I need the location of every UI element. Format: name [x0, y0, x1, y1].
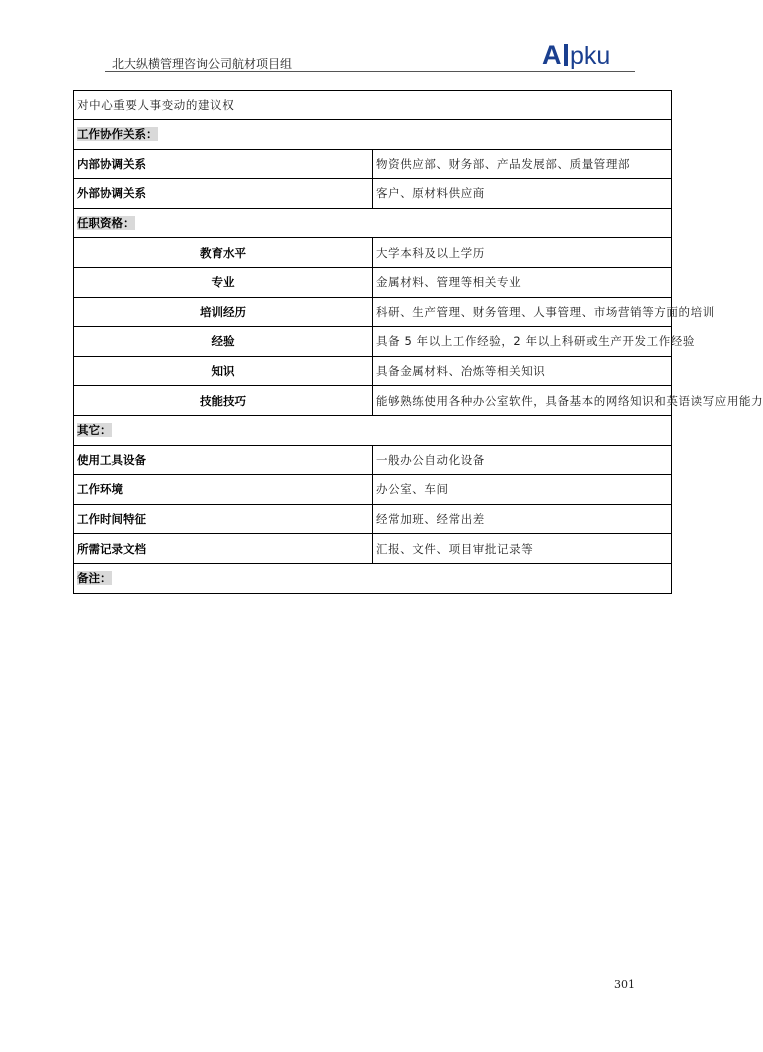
row-value: 客户、原材料供应商: [373, 179, 672, 209]
row-label: 所需记录文档: [74, 534, 373, 564]
row-label: 培训经历: [74, 297, 373, 327]
header-divider: [105, 71, 635, 72]
section-heading-text: 任职资格：: [77, 216, 135, 231]
page-number: 301: [614, 978, 635, 991]
table-row: [74, 445, 672, 475]
alpku-logo-graphic: [542, 40, 634, 70]
table-row: [74, 267, 672, 297]
section-heading: [74, 415, 672, 445]
section-heading-text: 工作协作关系：: [77, 127, 158, 142]
row-label: 工作环境: [74, 475, 373, 505]
row-label: 知识: [74, 356, 373, 386]
row-label: 工作时间特征: [74, 504, 373, 534]
section-heading: [74, 120, 672, 150]
svg-text:A: A: [542, 40, 561, 70]
job-description-table: [73, 90, 763, 594]
row-label: 外部协调关系: [74, 179, 373, 209]
table-row: [74, 534, 672, 564]
table-body: [74, 91, 763, 594]
section-heading-text: 备注：: [77, 571, 112, 586]
table-row: [74, 327, 672, 357]
row-value: 经常加班、经常出差: [373, 504, 672, 534]
row-value: 汇报、文件、项目审批记录等: [373, 534, 672, 564]
section-heading-text: 其它：: [77, 423, 112, 438]
table-row: [74, 238, 672, 268]
row-value: 金属材料、管理等相关专业: [373, 267, 672, 297]
row-value: 科研、生产管理、财务管理、人事管理、市场营销等方面的培训: [373, 297, 672, 327]
full-width-text: 对中心重要人事变动的建议权: [74, 91, 672, 120]
row-value: 办公室、车间: [373, 475, 672, 505]
row-value: 具备金属材料、冶炼等相关知识: [373, 356, 672, 386]
table-row: [74, 208, 672, 238]
row-label: 经验: [74, 327, 373, 357]
row-value: 能够熟练使用各种办公室软件，具备基本的网络知识和英语读写应用能力: [373, 386, 672, 416]
row-label: 使用工具设备: [74, 445, 373, 475]
table-row: [74, 179, 672, 209]
row-value: 具备 5 年以上工作经验，2 年以上科研或生产开发工作经验: [373, 327, 672, 357]
table-row: [74, 91, 672, 120]
alpku-logo: [542, 40, 634, 70]
table-row: [74, 297, 672, 327]
table-row: [74, 356, 672, 386]
header-org-text: 北大纵横管理咨询公司航材项目组: [112, 57, 293, 71]
table-row: [74, 504, 672, 534]
svg-text:pku: pku: [570, 42, 611, 70]
row-label: 技能技巧: [74, 386, 373, 416]
row-label: 专业: [74, 267, 373, 297]
table-row: [74, 563, 672, 593]
table-row: [74, 475, 672, 505]
table-row: [74, 120, 672, 150]
row-label: 教育水平: [74, 238, 373, 268]
table-row: [74, 386, 672, 416]
row-label: 内部协调关系: [74, 149, 373, 179]
table-row: [74, 149, 672, 179]
row-value: 物资供应部、财务部、产品发展部、质量管理部: [373, 149, 672, 179]
table-row: [74, 415, 672, 445]
section-heading: [74, 563, 672, 593]
row-value: 一般办公自动化设备: [373, 445, 672, 475]
section-heading: [74, 208, 672, 238]
row-value: 大学本科及以上学历: [373, 238, 672, 268]
